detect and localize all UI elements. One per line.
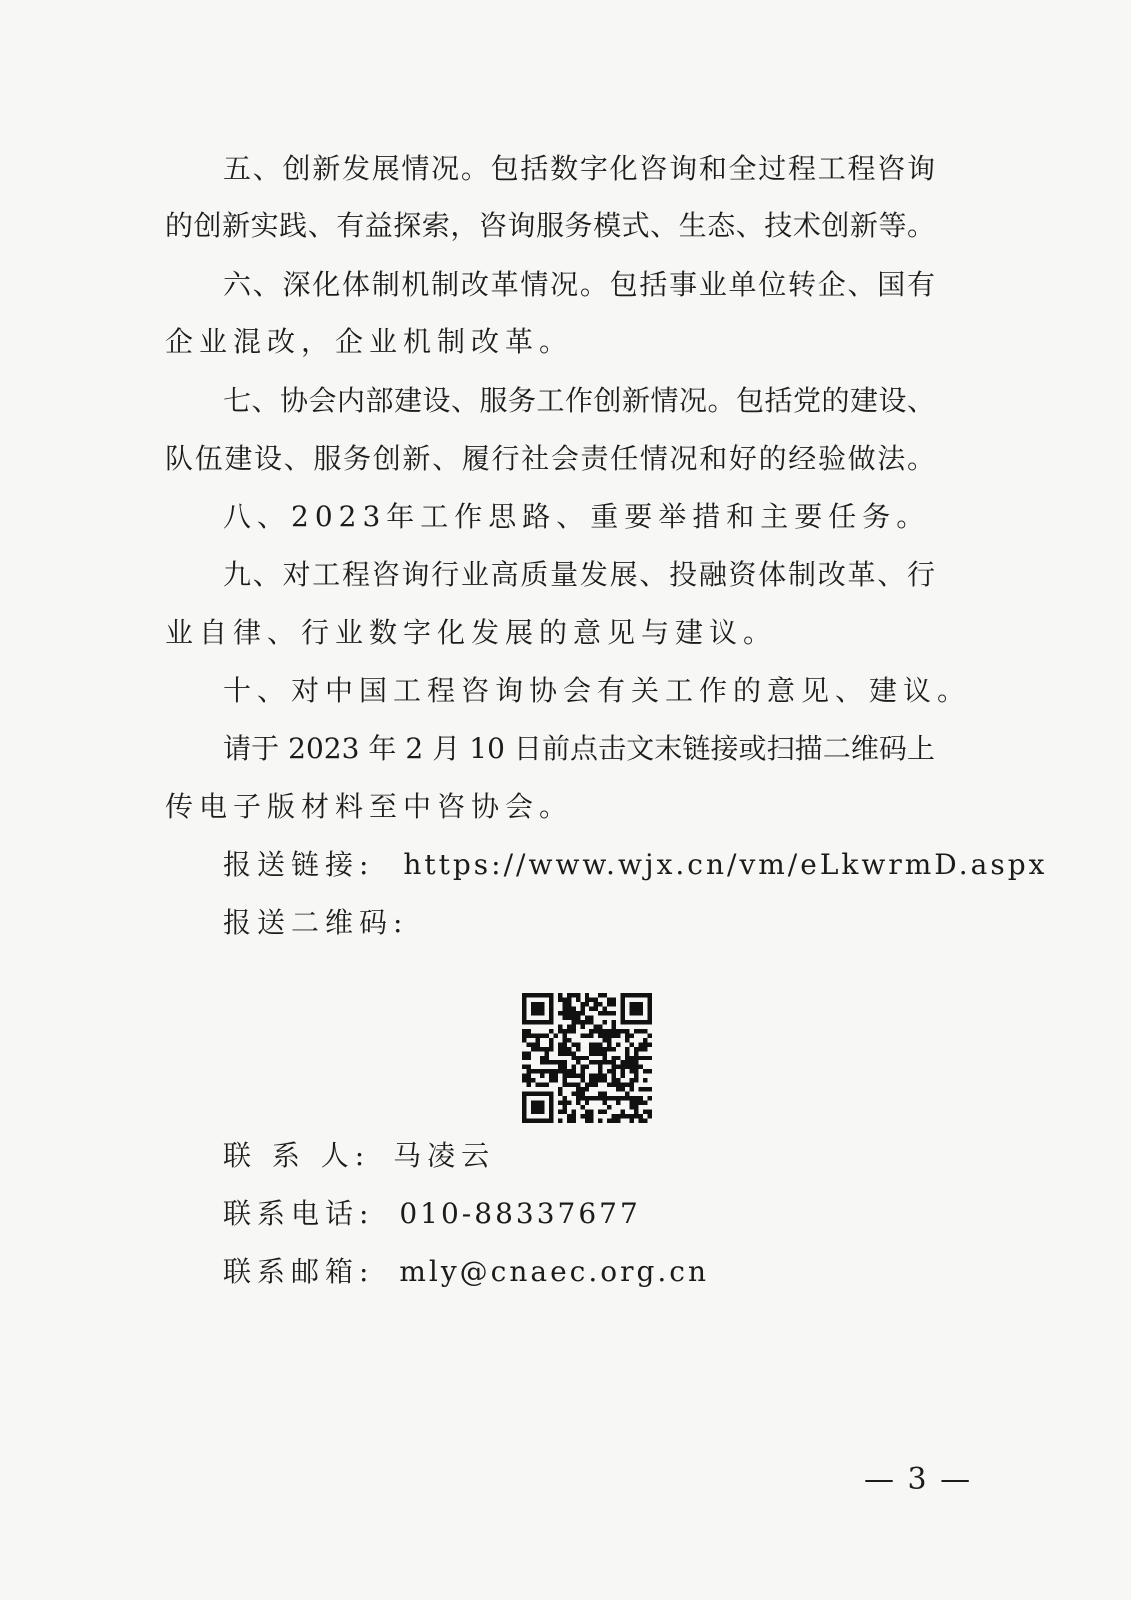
paragraph-5-line-2: 的创新实践、有益探索，咨询服务模式、生态、技术创新等。 [165, 209, 935, 242]
contact-phone-label: 联系电话: [223, 1197, 375, 1230]
contact-phone-row [223, 1197, 641, 1231]
paragraph-8: 八、2023年工作思路、重要举措和主要任务。 [223, 500, 931, 533]
paragraph-10: 十、对中国工程咨询协会有关工作的意见、建议。 [223, 674, 972, 707]
report-link-label: 报送链接: [223, 848, 375, 881]
contact-person-label: 联 系 人: [223, 1139, 371, 1172]
contact-person-value: 马凌云 [393, 1139, 496, 1172]
paragraph-7-line-1: 七、协会内部建设、服务工作创新情况。包括党的建设、 [223, 384, 935, 417]
contact-phone-value: 010-88337677 [399, 1197, 641, 1230]
contact-person-row [223, 1139, 495, 1173]
paragraph-11-line-1: 请于 2023 年 2 月 10 日前点击文末链接或扫描二维码上 [223, 732, 935, 765]
contact-email-row [223, 1255, 709, 1289]
paragraph-9-line-1: 九、对工程咨询行业高质量发展、投融资体制改革、行 [223, 558, 935, 591]
paragraph-6-line-1: 六、深化体制机制改革情况。包括事业单位转企、国有 [223, 268, 935, 301]
contact-email-value[interactable]: mly@cnaec.org.cn [399, 1255, 710, 1288]
contact-email-label: 联系邮箱: [223, 1255, 375, 1288]
paragraph-6-line-2: 企业混改，企业机制改革。 [165, 325, 574, 358]
paragraph-5-line-1: 五、创新发展情况。包括数字化咨询和全过程工程咨询 [223, 152, 935, 185]
page-number: — 3 — [864, 1462, 973, 1497]
paragraph-11-line-2: 传电子版材料至中咨协会。 [165, 790, 574, 823]
paragraph-7-line-2: 队伍建设、服务创新、履行社会责任情况和好的经验做法。 [165, 442, 935, 475]
qr-code-image[interactable] [522, 993, 652, 1123]
report-link-url[interactable]: https://www.wjx.cn/vm/eLkwrmD.aspx [403, 848, 1048, 881]
paragraph-9-line-2: 业自律、行业数字化发展的意见与建议。 [165, 616, 778, 649]
report-qr-label: 报送二维码: [223, 906, 409, 939]
report-link-row [223, 848, 1047, 882]
